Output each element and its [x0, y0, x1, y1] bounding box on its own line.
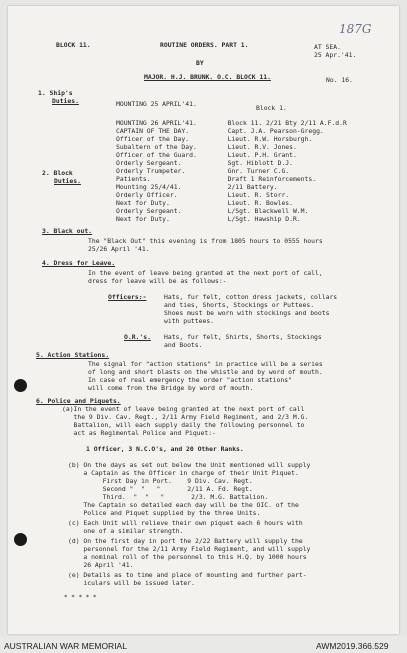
section-5-line: The signal for "action stations" in practice will be a series [88, 360, 323, 368]
section-5-line: of long and short blasts on the whistle and by word of mouth. [88, 368, 323, 376]
officers-line: with puttees. [164, 317, 215, 325]
header-left: BLOCK 11. [56, 41, 91, 49]
section-6a-line: act as Regimental Police and Piquet:- [62, 429, 216, 437]
section-6d-line: a nominal roll of the personnel to this H.Q. by 1000 hours [68, 553, 307, 561]
section-6e-line: iculars will be issued later. [68, 579, 195, 587]
punch-hole-lower [14, 533, 27, 546]
duty-line: CAPTAIN OF THE DAY. Capt. J.A. Pearson-Gregg. [116, 127, 324, 135]
or-line: Hats, fur felt, Shirts, Shorts, Stockings [164, 333, 322, 341]
duty-line: Officer of the Day. Lieut. R.W. Horsburgh. [116, 135, 313, 143]
section-4-line: dress for leave will be as follows:- [88, 277, 227, 285]
section-5-title: 5. Action Stations. [36, 351, 110, 359]
section-6b-line: a Captain as the Officer in charge of their Unit Piquet. [68, 469, 299, 477]
section-6d-line: 26 April '41. [68, 561, 134, 569]
section-6-title: 6. Police and Piquets. [36, 397, 121, 405]
section-6b-line: The Captain so detailed each day will be the OIC. of the [68, 501, 299, 509]
by-label: BY [196, 59, 204, 67]
duty-line: Next for Duty. Lieut. R. Bowles. [116, 199, 293, 207]
bottom-mark: * * * * * [64, 594, 97, 601]
section-5-line: will come from the Bridge by word of mouth. [88, 384, 254, 392]
section-1-title: 1. Ship's [38, 89, 73, 97]
document-title: ROUTINE ORDERS. PART 1. [160, 41, 249, 49]
punch-hole-upper [14, 379, 27, 392]
section-2-title: 2. Block [42, 169, 73, 177]
duty-line: Officer of the Guard. Lieut. P.H. Grant. [116, 151, 297, 159]
section-2-title-2: Duties. [54, 177, 81, 185]
section-3-line: The "Black Out" this evening is from 1805 hours to 0555 hours [88, 237, 323, 245]
section-6b-line: (b) On the days as set out below the Unit mentioned will supply [68, 461, 311, 469]
date: 25 Apr.'41. [314, 51, 357, 59]
issuer: MAJOR. H.J. BRUNK. O.C. BLOCK 11. [144, 73, 271, 81]
section-1-mounting: MOUNTING 25 APRIL'41. [116, 100, 197, 108]
officers-line: Hats, fur felt, cotton dress jackets, collars [164, 293, 338, 301]
section-6a-strength: 1 Officer, 3 N.C.O's, and 20 Other Ranks. [86, 445, 244, 453]
section-4-title: 4. Dress for Leave. [42, 259, 116, 267]
or-line: and Boots. [164, 341, 203, 349]
section-5-line: In case of real emergency the order "action stations" [88, 376, 292, 384]
officers-line: Shoes must be worn with stockings and boots [164, 309, 330, 317]
section-6b-line: First Day in Port. 9 Div. Cav. Regt. [68, 477, 253, 485]
duty-line: Mounting 25/4/41. 2/11 Battery. [116, 183, 278, 191]
duty-line: Orderly Trumpeter. Gnr. Turner C.G. [116, 167, 290, 175]
section-3-line: 25/26 April '41. [88, 245, 150, 253]
section-6d-line: (d) On the first day in port the 2/22 Battery will supply the [68, 537, 303, 545]
footer-right: AWM2019.366.529 [316, 641, 389, 651]
duty-line: Orderly Sergeant. Sgt. Hiblott D.J. [116, 159, 293, 167]
duty-line: Patients. Draft 1 Reinforcements. [116, 175, 317, 183]
duty-line: Subaltern of the Day. Lieut. R.V. Jones. [116, 143, 297, 151]
section-6b-line: Third. " " " 2/3. M.G. Battalion. [68, 493, 269, 501]
order-number: No. 16. [326, 76, 353, 84]
officers-line: and ties, Shorts, Stockings or Puttees. [164, 301, 315, 309]
section-6b-line: Police and Piquet supplied by the three Units. [68, 509, 261, 517]
duty-line: MOUNTING 26 APRIL'41. Block 11. 2/21 Bty 2/11 A.F.d.R [116, 119, 347, 127]
section-1-title-2: Duties. [52, 97, 79, 105]
duty-line: Orderly Officer. Lieut. R. Storr. [116, 191, 290, 199]
section-6d-line: personnel for the 2/11 Army Field Regiment, and will supply [68, 545, 311, 553]
document-page [8, 6, 399, 634]
section-6a-line: Battalion, will each supply daily the following personnel to [62, 421, 305, 429]
duty-line: Next for Duty. L/Sgt. Hawship D.R. [116, 215, 301, 223]
section-6c-line: (c) Each Unit will relieve their own piquet each 6 hours with [68, 519, 303, 527]
handwritten-reference: 187G [339, 22, 372, 36]
section-6e-line: (e) Details as to time and place of mounting and further part- [68, 571, 307, 579]
section-6c-line: one of a similar strength. [68, 527, 184, 535]
section-4-line: In the event of leave being granted at the next port of call, [88, 269, 323, 277]
or-label: O.R.'s. [124, 333, 151, 341]
officers-label: Officers:- [108, 293, 147, 301]
section-6a-line: (a)In the event of leave being granted at the next port of call [62, 405, 305, 413]
location: AT SEA. [314, 43, 341, 51]
section-1-block: Block 1. [256, 104, 287, 112]
footer-left: AUSTRALIAN WAR MEMORIAL [4, 641, 127, 651]
duty-line: Orderly Sergeant. L/Sgt. Blackwell W.M. [116, 207, 309, 215]
section-6a-line: the 9 Div. Cav. Regt., 2/11 Army Field Regiment, and 2/3 M.G. [62, 413, 309, 421]
section-6b-line: Second " " " 2/11 A. Fd. Regt. [68, 485, 253, 493]
section-3-title: 3. Black out. [42, 227, 93, 235]
